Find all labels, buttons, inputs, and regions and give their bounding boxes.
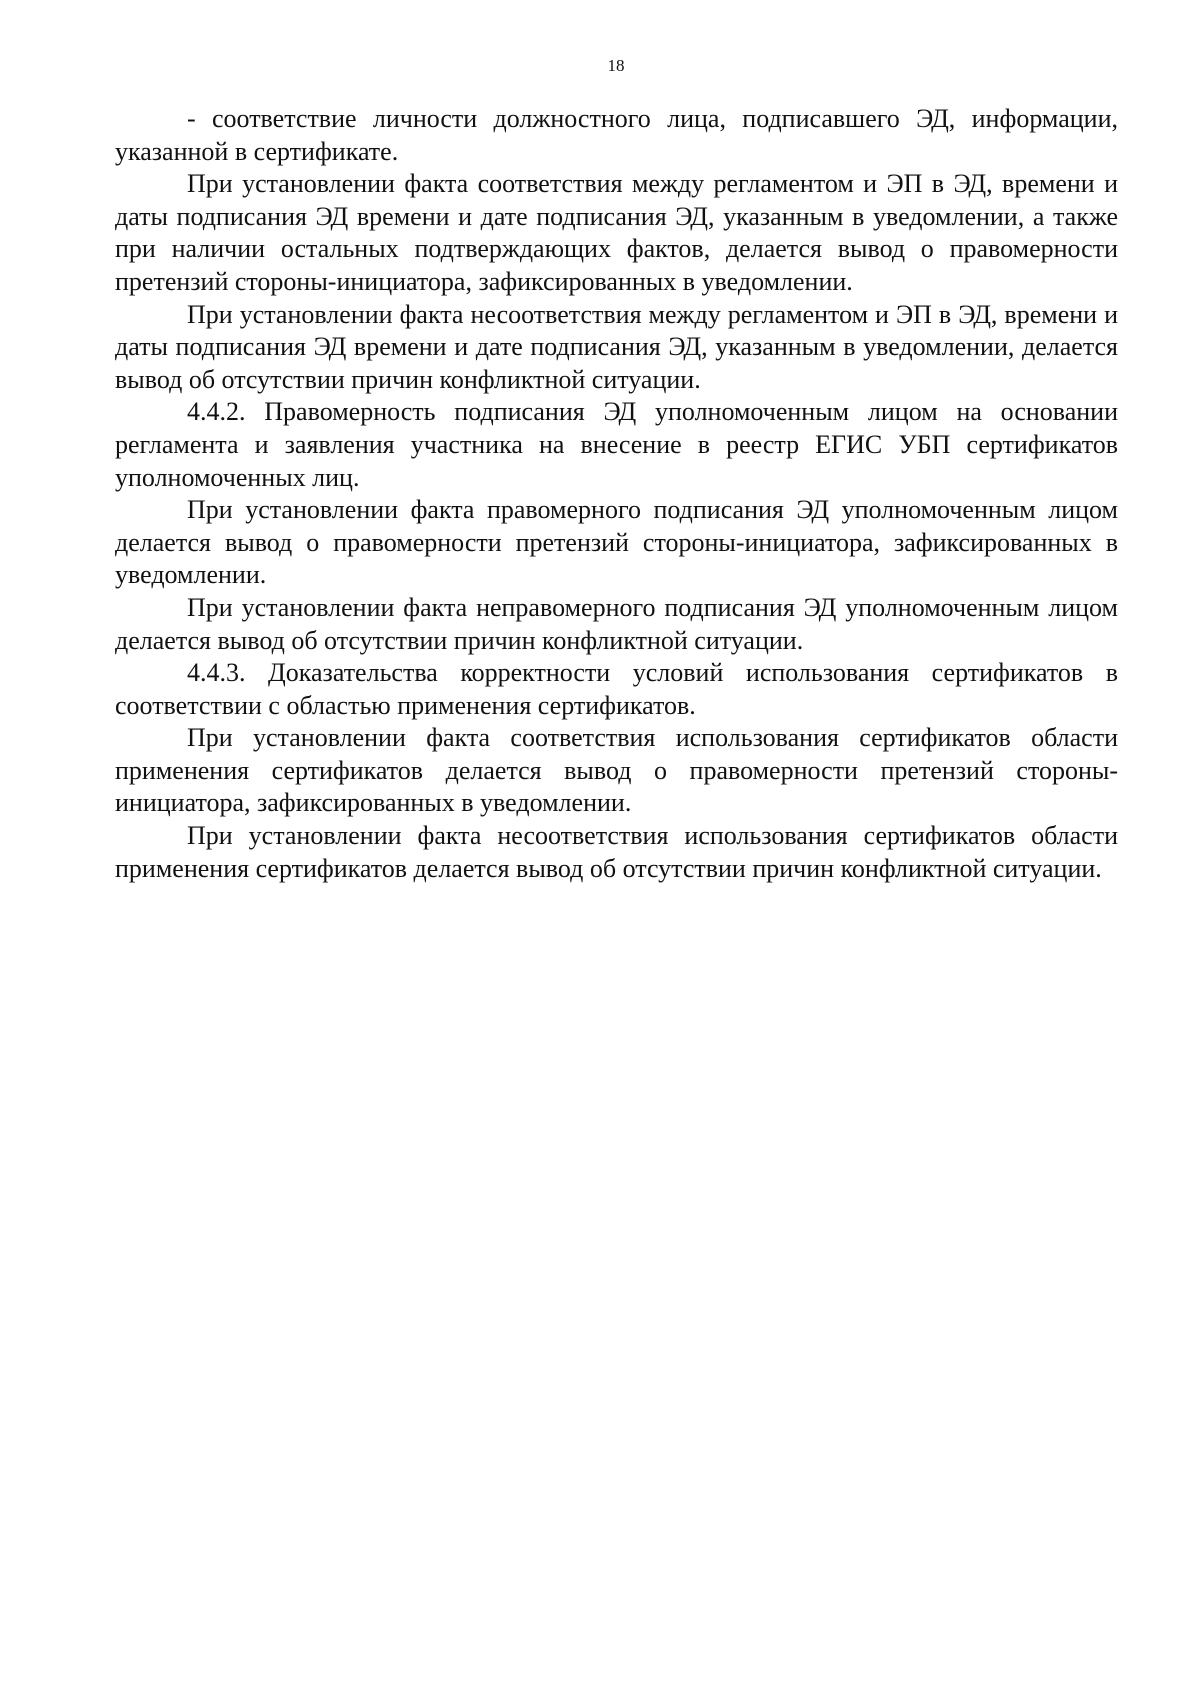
paragraph-certificate-identity: - соответствие личности должностного лица, подписавшего ЭД, информации, указанной в сертификате.	[115, 104, 1118, 166]
paragraph-section-4-4-3: 4.4.3. Доказательства корректности условий использования сертификатов в соответствии с областью применения сертификатов.	[115, 658, 1118, 720]
paragraph-lawful-signing: При установлении факта правомерного подписания ЭД уполномоченным лицом делается вывод о правомерности претензий стороны-инициатора, зафиксированных в уведомлении.	[115, 495, 1118, 590]
paragraph-unlawful-signing: При установлении факта неправомерного подписания ЭД уполномоченным лицом делается вывод об отсутствии причин конфликтной ситуации.	[115, 592, 1118, 655]
page-number: 18	[607, 56, 625, 75]
paragraph-nonconformity-signature: При установлении факта несоответствия между регламентом и ЭП в ЭД, времени и даты подписания ЭД времени и дате подписания ЭД, указанным в уведомлении, делается вывод об отсутствии причин конфликтной ситуации.	[115, 299, 1118, 394]
paragraph-certificate-scope-conformity: При установлении факта соответствия использования сертификатов области применения сертификатов делается вывод о правомерности претензий стороны-инициатора, зафиксированных в уведомлении.	[115, 723, 1118, 818]
document-body	[115, 103, 1118, 885]
paragraph-conformity-signature: При установлении факта соответствия между регламентом и ЭП в ЭД, времени и даты подписания ЭД времени и дате подписания ЭД, указанным в уведомлении, а также при наличии остальных подтверждающих фактов, делается вывод о правомерности претензий стороны-инициатора, зафиксированных в уведомлении.	[115, 169, 1118, 296]
paragraph-certificate-scope-nonconformity: При установлении факта несоответствия использования сертификатов области применения сертификатов делается вывод об отсутствии причин конфликтной ситуации.	[115, 821, 1118, 883]
paragraph-section-4-4-2: 4.4.2. Правомерность подписания ЭД уполномоченным лицом на основании регламента и заявления участника на внесение в реестр ЕГИС УБП сертификатов уполномоченных лиц.	[115, 397, 1118, 492]
